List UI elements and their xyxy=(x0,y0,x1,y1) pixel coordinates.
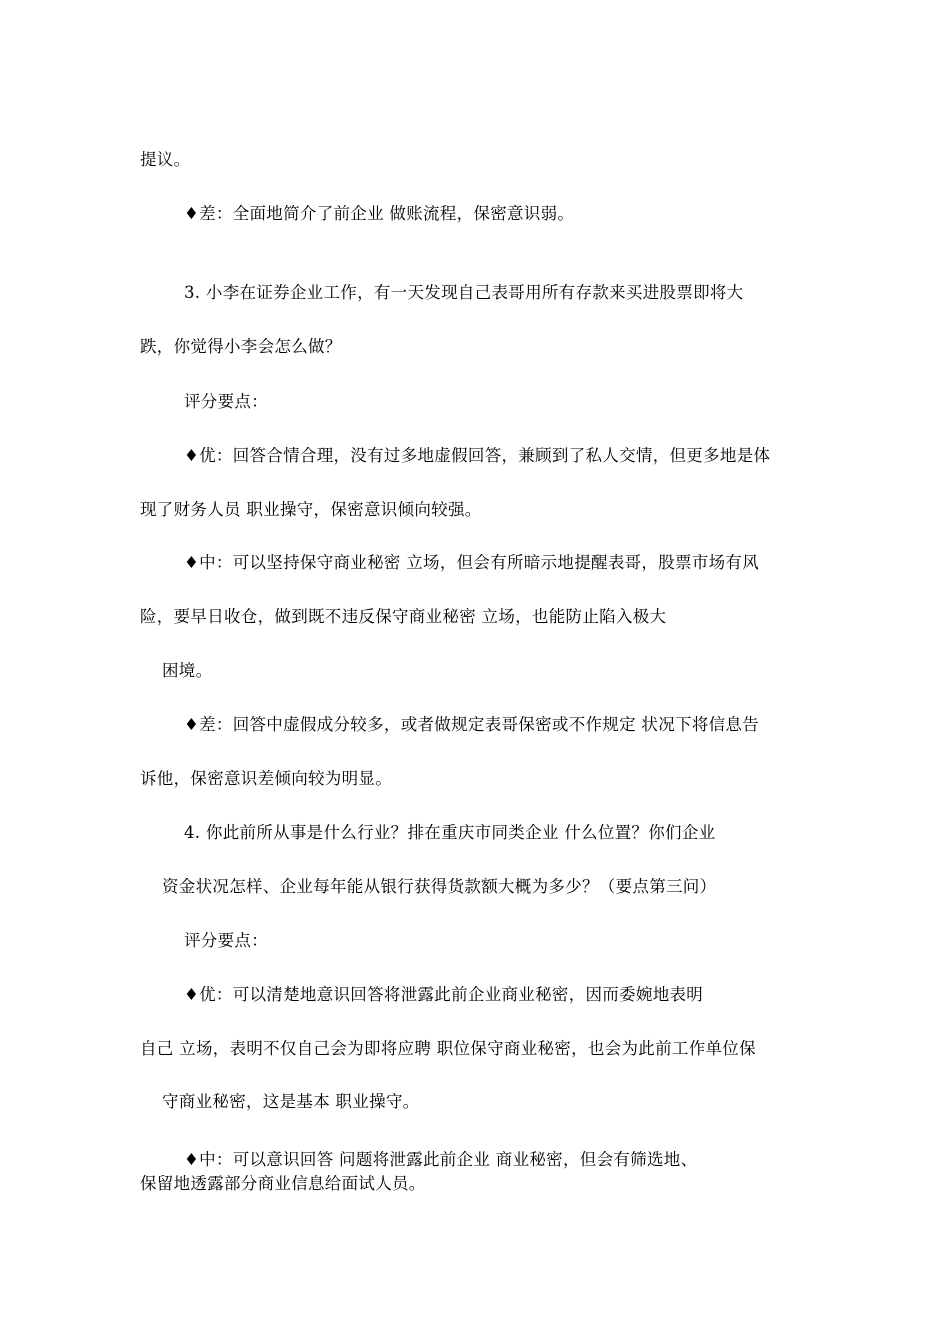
text-line-15: 评分要点： xyxy=(184,931,268,950)
text-line-14: 资金状况怎样、企业每年能从银行获得货款额大概为多少？（要点第三问） xyxy=(162,877,717,896)
text-line-4: 跌，你觉得小李会怎么做？ xyxy=(140,337,342,356)
text-line-18: 守商业秘密，这是基本 职业操守。 xyxy=(162,1092,420,1111)
text-line-11: ♦差：回答中虚假成分较多，或者做规定表哥保密或不作规定 状况下将信息告 xyxy=(184,715,760,734)
text-line-16: ♦优：可以清楚地意识回答将泄露此前企业商业秘密，因而委婉地表明 xyxy=(184,985,704,1004)
text-line-5: 评分要点： xyxy=(184,392,268,411)
text-line-8: ♦中：可以坚持保守商业秘密 立场，但会有所暗示地提醒表哥，股票市场有风 xyxy=(184,553,760,572)
text-line-19: ♦中：可以意识回答 问题将泄露此前企业 商业秘密，但会有筛选地、 xyxy=(184,1150,698,1169)
text-line-3: 3. 小李在证券企业工作，有一天发现自己表哥用所有存款来买进股票即将大 xyxy=(184,283,744,302)
text-line-6: ♦优：回答合情合理，没有过多地虚假回答，兼顾到了私人交情，但更多地是体 xyxy=(184,446,771,465)
text-line-1: 提议。 xyxy=(140,150,191,169)
text-line-7: 现了财务人员 职业操守，保密意识倾向较强。 xyxy=(140,500,482,519)
text-line-20: 保留地透露部分商业信息给面试人员。 xyxy=(140,1174,426,1193)
text-line-13: 4. 你此前所从事是什么行业？排在重庆市同类企业 什么位置？你们企业 xyxy=(184,823,716,842)
text-line-10: 困境。 xyxy=(162,661,213,680)
text-line-12: 诉他，保密意识差倾向较为明显。 xyxy=(140,769,392,788)
text-line-9: 险，要早日收仓，做到既不违反保守商业秘密 立场，也能防止陷入极大 xyxy=(140,607,667,626)
text-line-17: 自己 立场，表明不仅自己会为即将应聘 职位保守商业秘密，也会为此前工作单位保 xyxy=(140,1039,756,1058)
text-line-2: ♦差：全面地简介了前企业 做账流程，保密意识弱。 xyxy=(184,204,575,223)
